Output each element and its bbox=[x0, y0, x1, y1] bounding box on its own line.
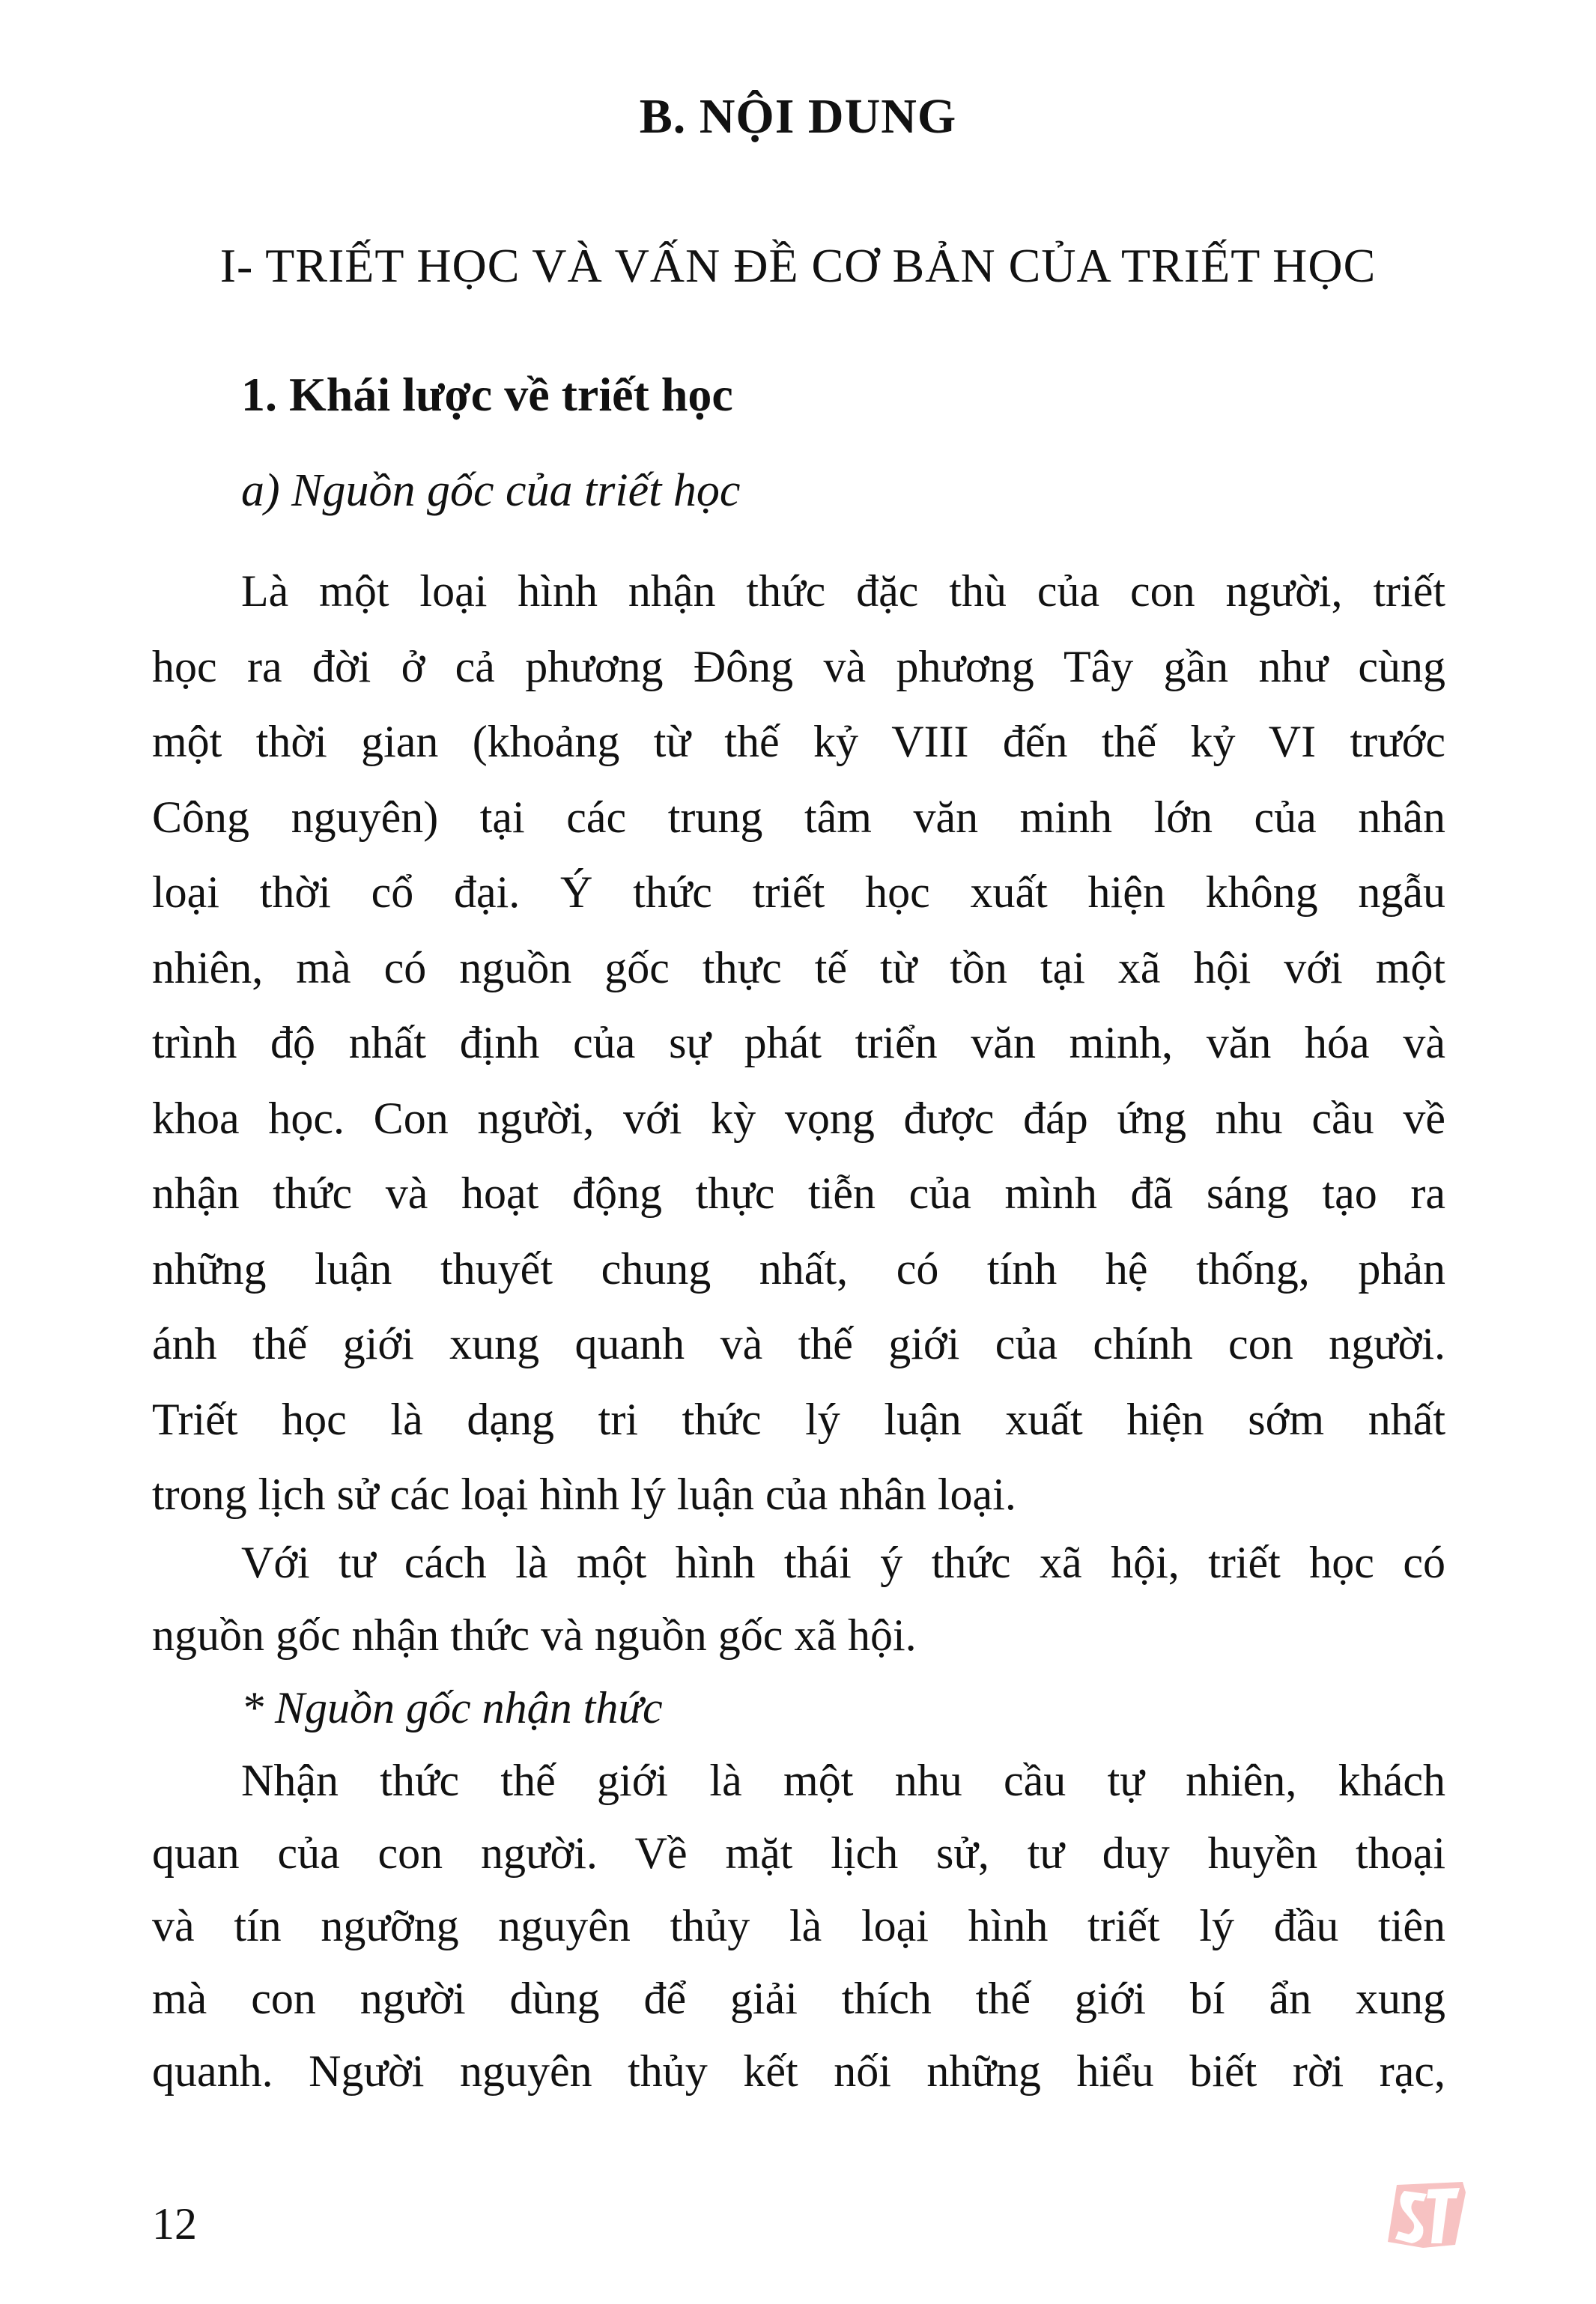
text-line: khoa học. Con người, với kỳ vọng được đáp ứng nhu cầu về bbox=[152, 1093, 1445, 1143]
subsubsection-heading: a) Nguồn gốc của triết học bbox=[241, 465, 741, 516]
body-text-block-b bbox=[152, 1527, 1445, 2108]
page-title: B. NỘI DUNG bbox=[639, 89, 957, 144]
text-line: quanh. Người nguyên thủy kết nối những hiểu biết rời rạc, bbox=[152, 2046, 1445, 2096]
body-text-block-a bbox=[152, 554, 1445, 1533]
text-line: Nhận thức thế giới là một nhu cầu tự nhiên, khách bbox=[241, 1756, 1445, 1805]
text-line: quan của con người. Về mặt lịch sử, tư duy huyền thoại bbox=[152, 1828, 1445, 1878]
inline-heading: * Nguồn gốc nhận thức bbox=[241, 1683, 663, 1732]
text-line: Là một loại hình nhận thức đặc thù của con người, triết bbox=[241, 566, 1445, 616]
text-line: trình độ nhất định của sự phát triển văn minh, văn hóa và bbox=[152, 1018, 1445, 1067]
text-line: nhận thức và hoạt động thực tiễn của mình đã sáng tạo ra bbox=[152, 1168, 1445, 1218]
section-heading: I- TRIẾT HỌC VÀ VẤN ĐỀ CƠ BẢN CỦA TRIẾT HỌC bbox=[219, 239, 1377, 292]
text-line: và tín ngưỡng nguyên thủy là loại hình triết lý đầu tiên bbox=[152, 1901, 1445, 1950]
text-line: nguồn gốc nhận thức và nguồn gốc xã hội. bbox=[152, 1610, 917, 1660]
publisher-logo-icon bbox=[1382, 2176, 1472, 2255]
text-line: một thời gian (khoảng từ thế kỷ VIII đến thế kỷ VI trước bbox=[152, 717, 1445, 766]
page-number: 12 bbox=[152, 2199, 197, 2249]
text-line: học ra đời ở cả phương Đông và phương Tây gần như cùng bbox=[152, 641, 1445, 691]
text-line: loại thời cổ đại. Ý thức triết học xuất hiện không ngẫu bbox=[152, 867, 1445, 917]
text-line: mà con người dùng để giải thích thế giới bí ẩn xung bbox=[152, 1974, 1445, 2023]
text-line: Công nguyên) tại các trung tâm văn minh lớn của nhân bbox=[152, 792, 1445, 842]
text-line: Với tư cách là một hình thái ý thức xã hội, triết học có bbox=[241, 1538, 1445, 1587]
text-line: ánh thế giới xung quanh và thế giới của chính con người. bbox=[152, 1319, 1445, 1368]
text-line: những luận thuyết chung nhất, có tính hệ thống, phản bbox=[152, 1243, 1445, 1294]
subsection-heading: 1. Khái lược về triết học bbox=[241, 368, 733, 421]
text-line: nhiên, mà có nguồn gốc thực tế từ tồn tại xã hội với một bbox=[152, 942, 1445, 992]
text-line: Triết học là dạng tri thức lý luận xuất hiện sớm nhất bbox=[152, 1394, 1445, 1444]
text-line: trong lịch sử các loại hình lý luận của nhân loại. bbox=[152, 1470, 1016, 1519]
